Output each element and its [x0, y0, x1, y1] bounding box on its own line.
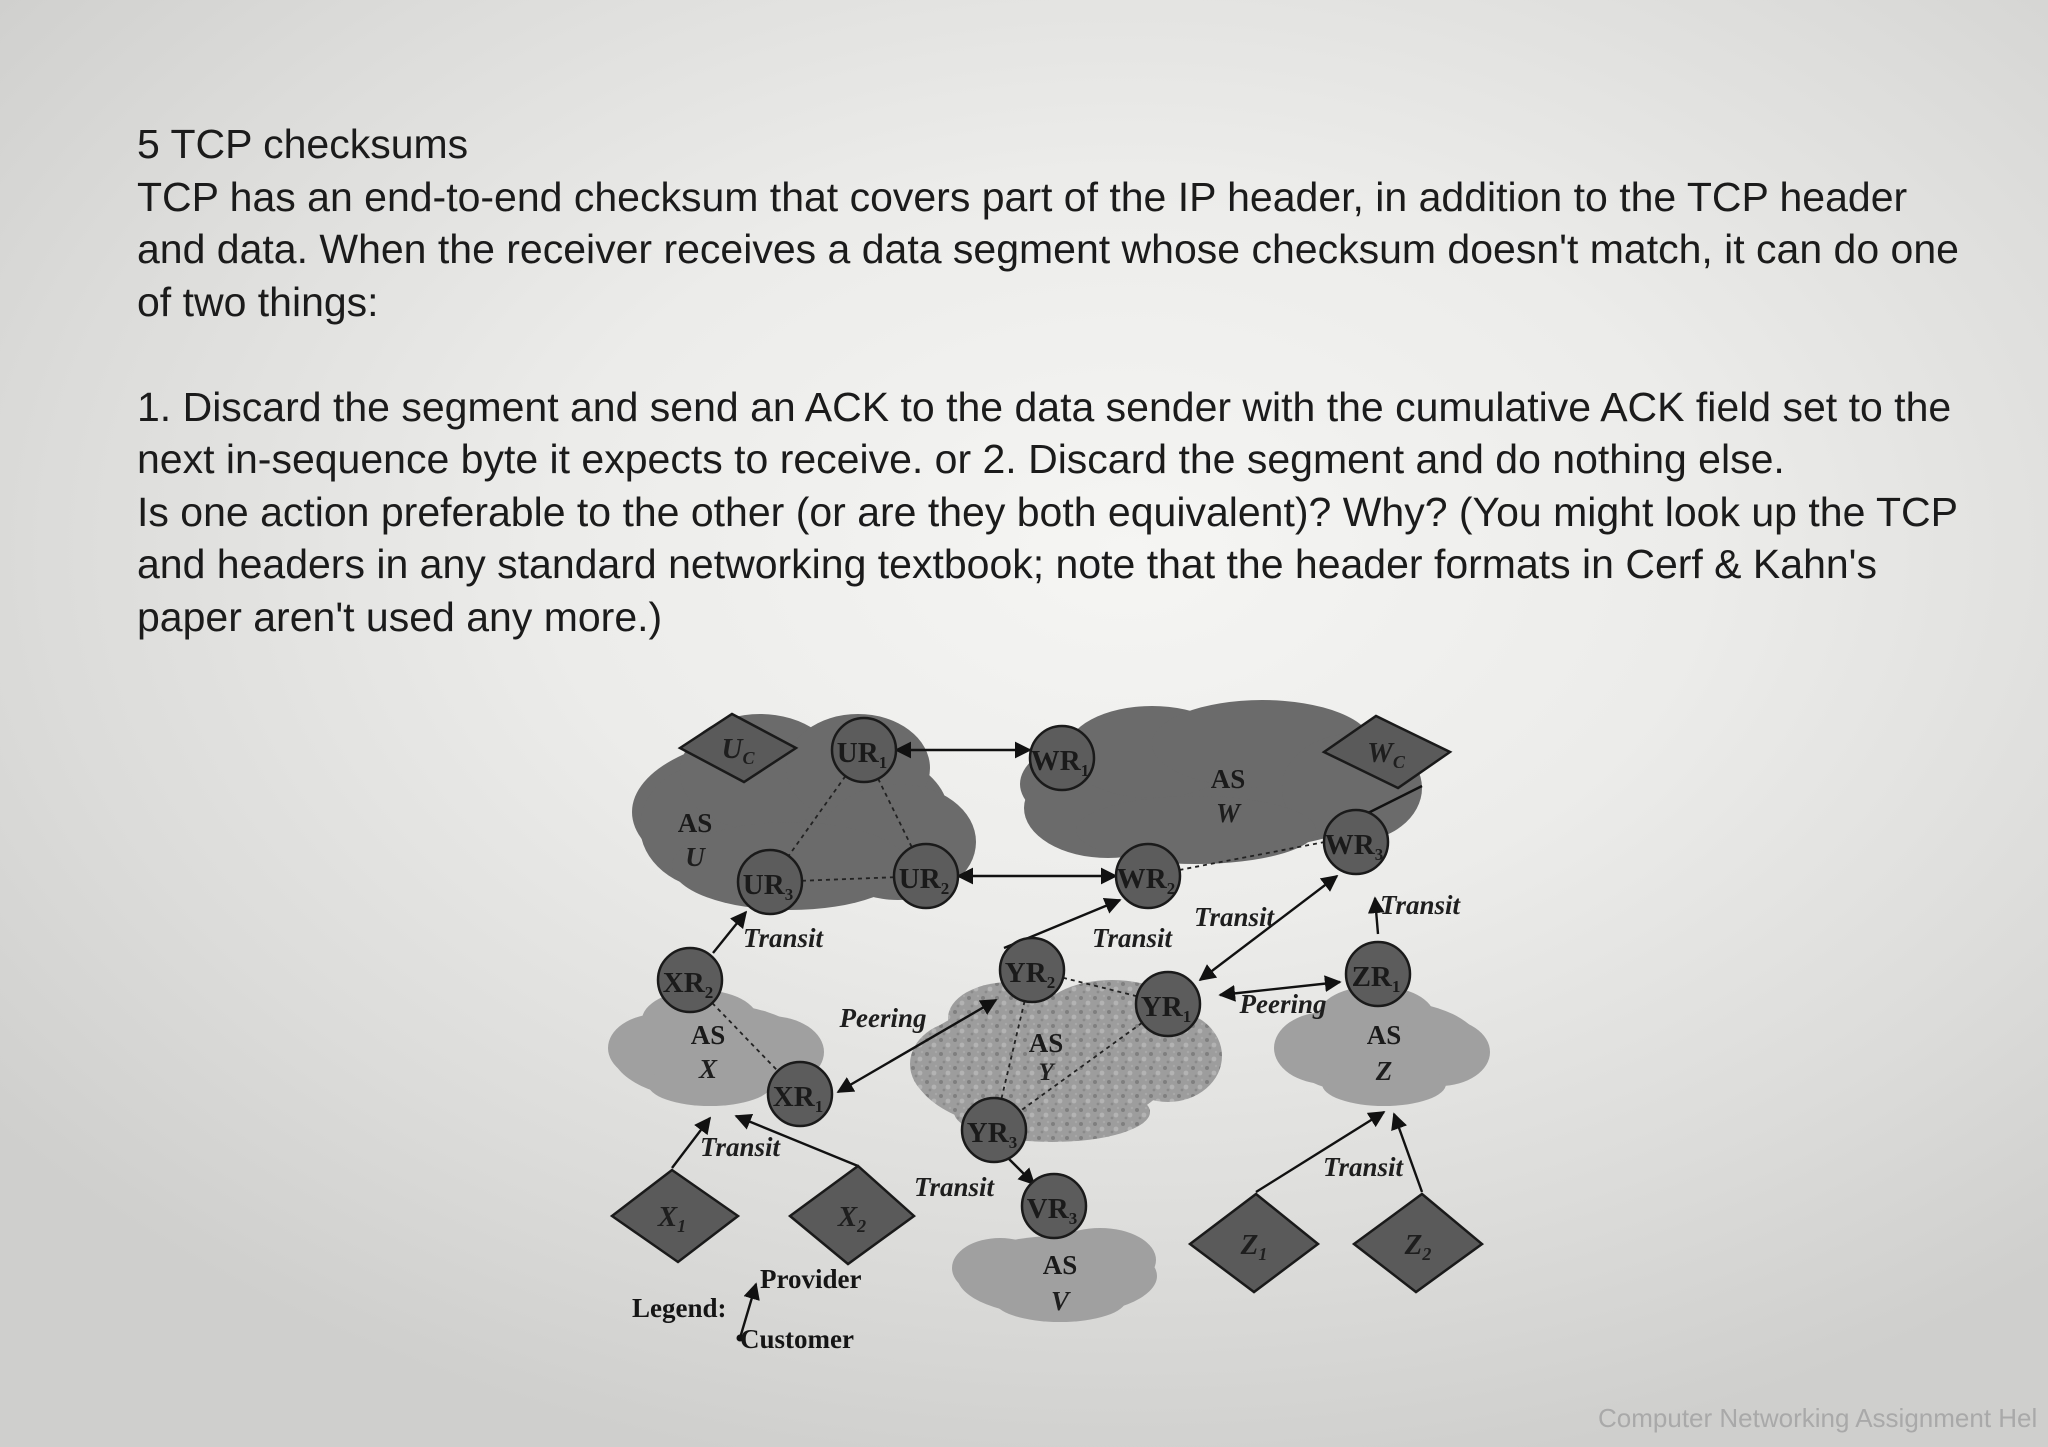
legend	[632, 1264, 861, 1354]
svg-text:AS: AS	[690, 1020, 726, 1050]
svg-text:YR3: $YR_3$	[966, 1117, 1018, 1152]
legend-customer: Customer	[740, 1324, 854, 1354]
svg-text:XR1: $XR_1$	[772, 1081, 824, 1116]
svg-text:UR1: $UR_1$	[836, 737, 888, 772]
transit-label-z: Transit	[1322, 1152, 1404, 1182]
svg-text:UC: $U_C$	[721, 733, 755, 768]
router-wr2	[1116, 844, 1180, 908]
transit-label-wy: Transit	[1091, 923, 1173, 953]
legend-title: Legend:	[632, 1293, 727, 1323]
svg-text:X: X	[698, 1054, 718, 1084]
transit-label-wz: Transit	[1379, 890, 1461, 920]
router-ur3	[738, 850, 802, 914]
router-xr1	[768, 1062, 832, 1126]
svg-text:WC: $W_C$	[1367, 737, 1405, 772]
transit-label-x: Transit	[699, 1132, 781, 1162]
svg-text:ZR1: $ZR_1$	[1351, 961, 1401, 996]
router-ur2	[894, 844, 958, 908]
svg-text:X2: $X_2$	[837, 1201, 867, 1236]
host-z1	[1190, 1194, 1318, 1292]
svg-text:AS: AS	[677, 808, 713, 838]
svg-text:Y: Y	[1038, 1059, 1054, 1086]
svg-text:WR1: $WR_1$	[1030, 745, 1090, 780]
svg-text:WR3: $WR_3$	[1324, 829, 1384, 864]
svg-text:VR3: $VR_3$	[1026, 1193, 1078, 1228]
host-x1	[612, 1170, 738, 1262]
question-paragraph: Is one action preferable to the other (or are they both equivalent)? Why? (You might look up the TCP and headers in any standard networking textbook; note that the header formats in Cerf & Kahn's paper aren't used any more.)	[137, 488, 1969, 640]
host-z2	[1354, 1194, 1482, 1292]
svg-text:W: W	[1215, 798, 1241, 828]
router-yr2	[1000, 938, 1064, 1002]
svg-text:AS: AS	[1042, 1250, 1078, 1280]
svg-text:V: V	[1050, 1286, 1070, 1316]
transit-label-ux: Transit	[742, 923, 824, 953]
svg-text:YR1: $YR_1$	[1140, 991, 1192, 1026]
svg-text:AS: AS	[1366, 1020, 1402, 1050]
router-vr3	[1022, 1174, 1086, 1238]
svg-text:X1: $X_1$	[657, 1201, 687, 1236]
router-ur1	[832, 718, 896, 782]
svg-text:YR2: $YR_2$	[1004, 957, 1056, 992]
transit-label-yv: Transit	[913, 1172, 995, 1202]
options-paragraph: 1. Discard the segment and send an ACK to the data sender with the cumulative ACK field set to the next in-sequence byte it expects to receive. or 2. Discard the segment and do nothing else.	[137, 383, 1963, 482]
host-x2	[790, 1166, 914, 1264]
svg-text:AS: AS	[1210, 764, 1246, 794]
router-wr1	[1030, 726, 1094, 790]
transit-label-wy2: Transit	[1193, 902, 1275, 932]
router-xr2	[658, 948, 722, 1012]
router-yr3	[962, 1098, 1026, 1162]
svg-text:UR3: $UR_3$	[742, 869, 794, 904]
svg-text:Z1: $Z_1$	[1240, 1229, 1268, 1264]
svg-text:WR2: $WR_2$	[1116, 863, 1176, 898]
svg-text:AS: AS	[1028, 1028, 1064, 1058]
svg-text:Z: Z	[1375, 1056, 1393, 1086]
svg-text:XR2: $XR_2$	[662, 967, 714, 1002]
router-wr3	[1324, 810, 1388, 874]
intro-paragraph: TCP has an end-to-end checksum that covers part of the IP header, in addition to the TCP header and data. When the receiver receives a data segment whose checksum doesn't match, it can do one of two things:	[137, 173, 1971, 325]
svg-text:U: U	[685, 842, 705, 872]
legend-provider: Provider	[760, 1264, 862, 1294]
svg-text:UR2: $UR_2$	[898, 863, 950, 898]
svg-text:Z2: $Z_2$	[1404, 1229, 1432, 1264]
router-yr1	[1136, 972, 1200, 1036]
slide-title: 5 TCP checksums	[137, 121, 469, 167]
peering-label-xy: Peering	[839, 1003, 927, 1033]
footer-watermark: Computer Networking Assignment Hel	[1598, 1403, 2038, 1433]
peering-label-yz: Peering	[1239, 989, 1327, 1019]
router-zr1	[1346, 942, 1410, 1006]
